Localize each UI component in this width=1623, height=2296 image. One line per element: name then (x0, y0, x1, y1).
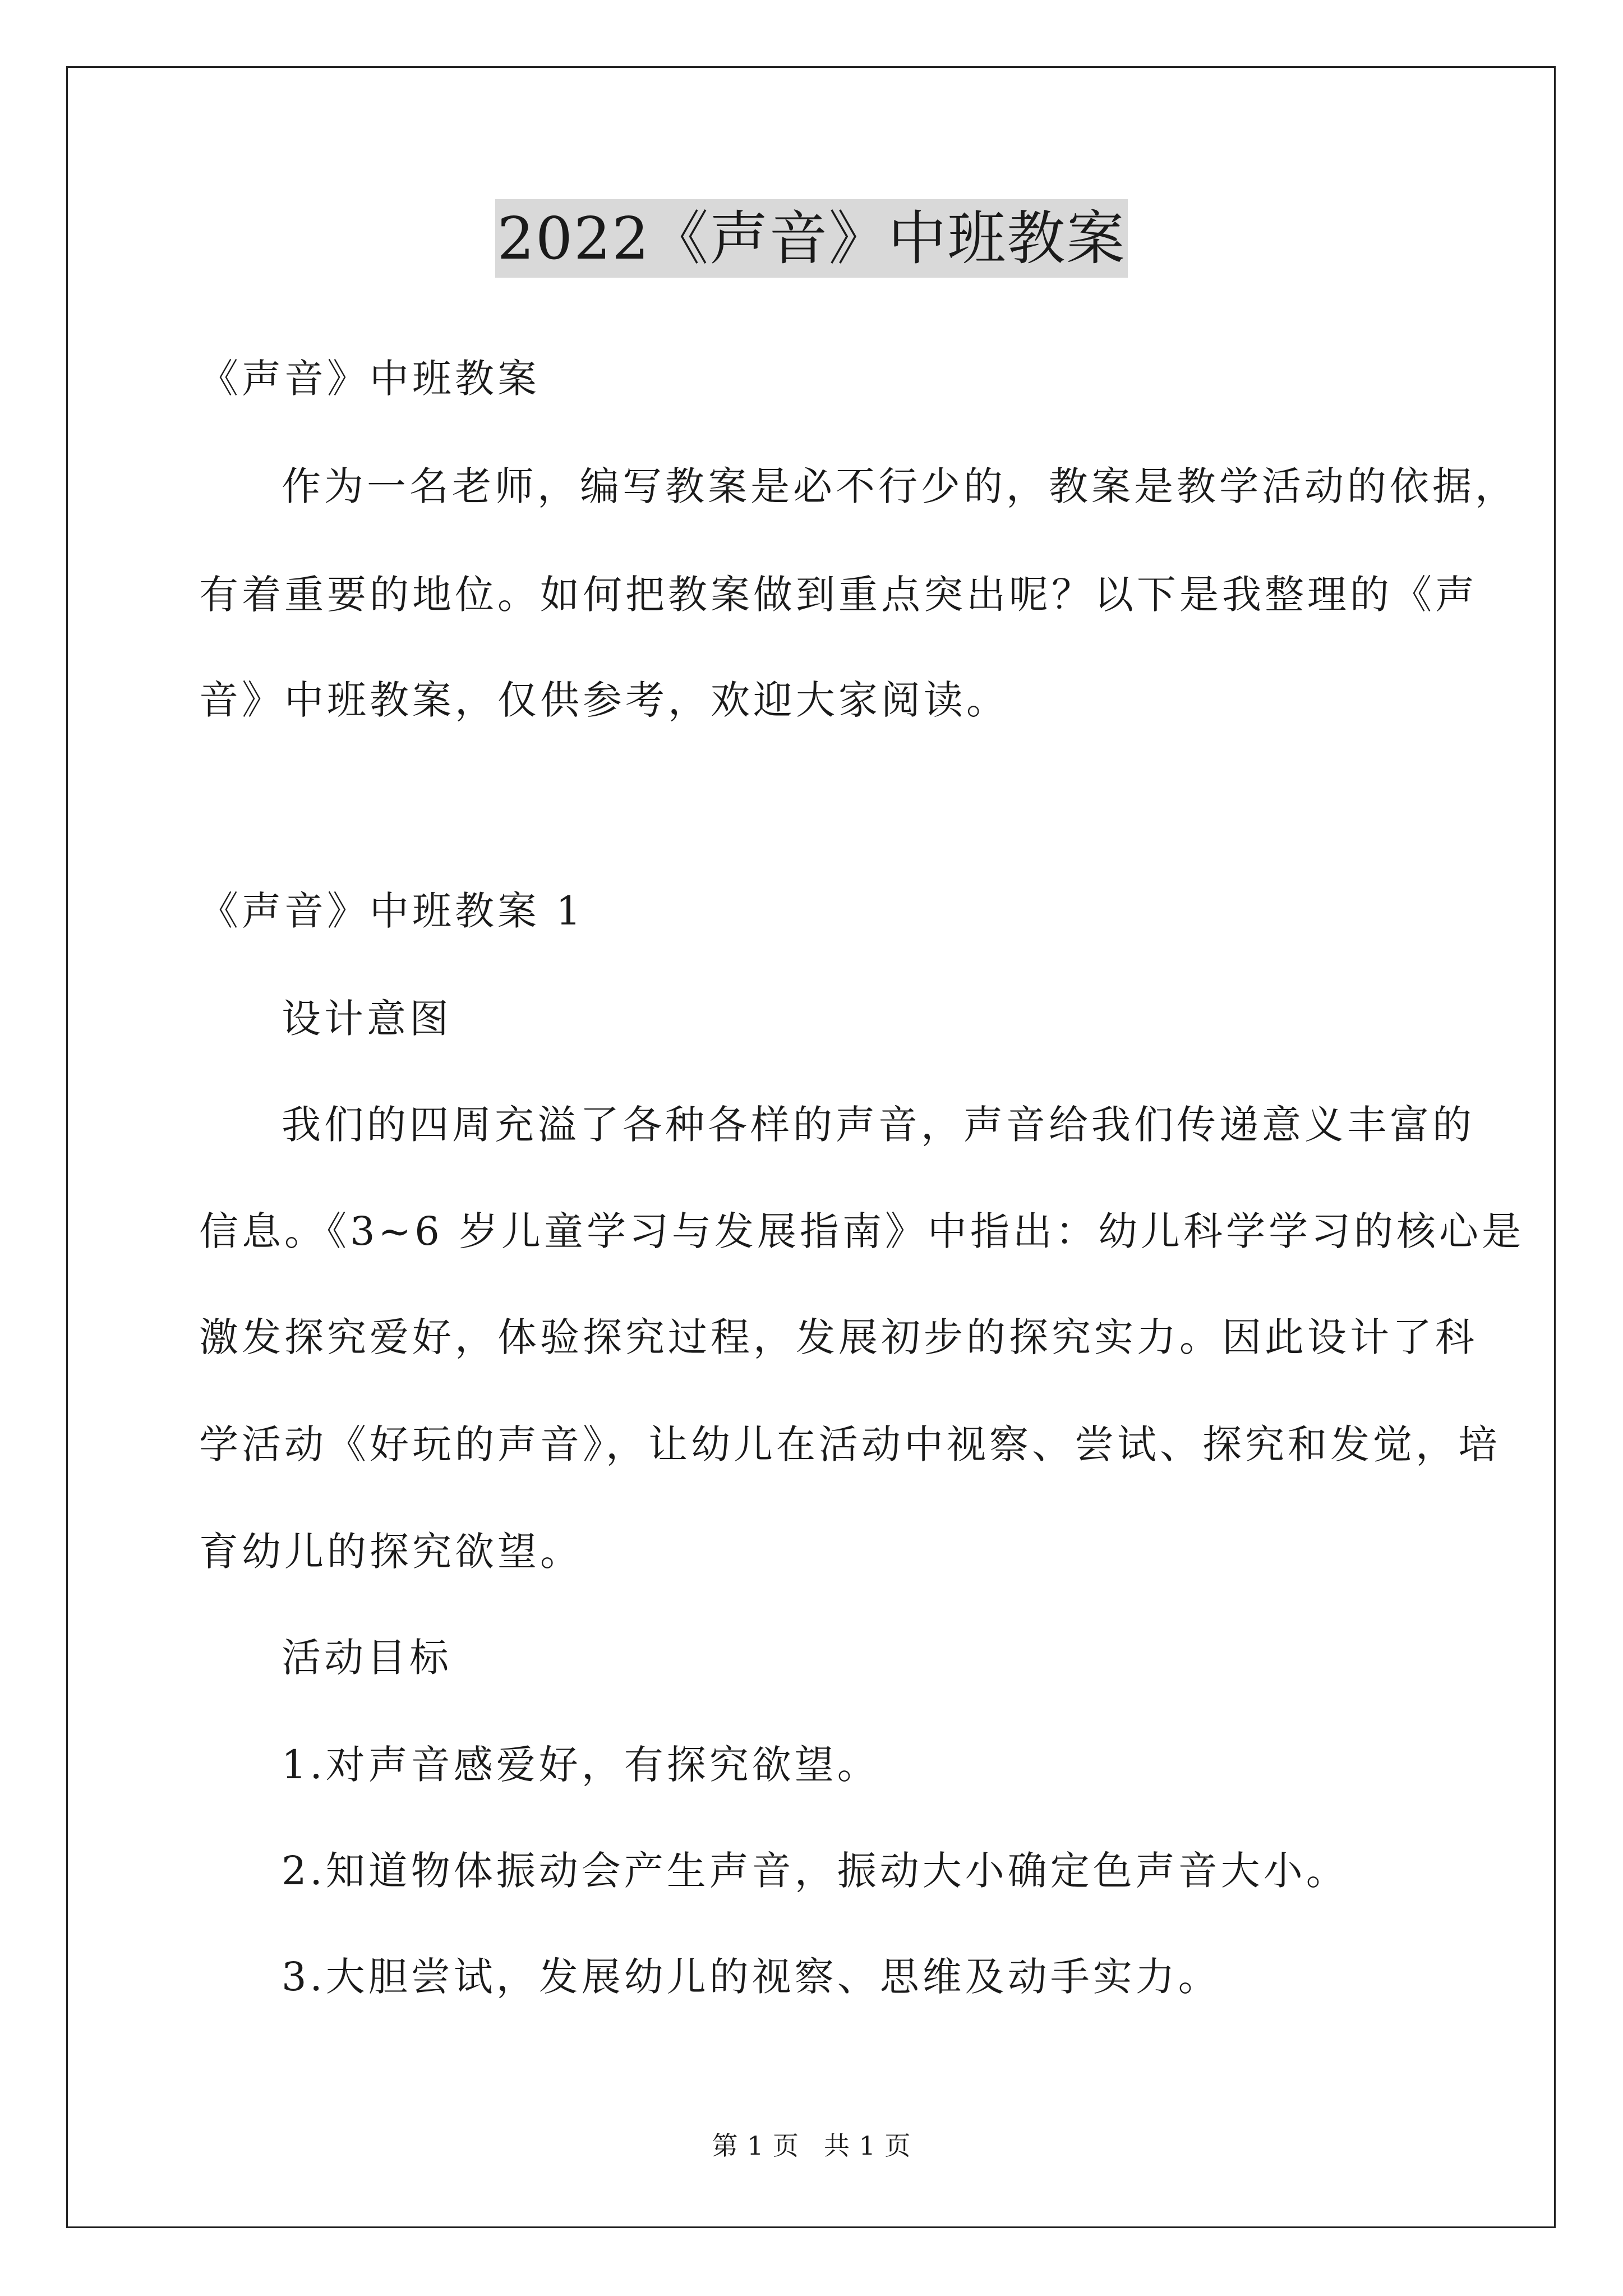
title-container (0, 199, 1623, 278)
page-total: 共 1 页 (824, 2131, 911, 2161)
paragraph-line: 学活动《好玩的声音》，让幼儿在活动中视察、尝试、探究和发觉，培 (199, 1421, 1501, 1467)
paragraph-line: 音》中班教案，仅供参考，欢迎大家阅读。 (199, 677, 1009, 723)
paragraph-line: 我们的四周充溢了各种各样的声音，声音给我们传递意义丰富的 (282, 1102, 1475, 1148)
section-heading: 《声音》中班教案 1 (199, 888, 584, 934)
section-subheading: 活动目标 (282, 1635, 452, 1681)
page-footer (0, 2129, 1623, 2162)
subtitle: 《声音》中班教案 (199, 356, 540, 402)
paragraph-line: 信息。《3~6 岁儿童学习与发展指南》中指出：幼儿科学学习的核心是 (199, 1208, 1524, 1254)
paragraph-line: 作为一名老师，编写教案是必不行少的，教案是教学活动的依据， (282, 463, 1518, 509)
list-item: 2.知道物体振动会产生声音，振动大小确定色声音大小。 (282, 1848, 1349, 1894)
document-title: 2022《声音》中班教案 (495, 199, 1128, 278)
paragraph-line: 激发探究爱好，体验探究过程，发展初步的探究实力。因此设计了科 (199, 1314, 1478, 1360)
paragraph-line: 育幼儿的探究欲望。 (199, 1529, 583, 1575)
list-item: 1.对声音感爱好，有探究欲望。 (282, 1742, 880, 1788)
section-subheading: 设计意图 (282, 996, 452, 1042)
paragraph-line: 有着重要的地位。如何把教案做到重点突出呢？以下是我整理的《声 (199, 572, 1478, 618)
page-number: 第 1 页 (712, 2131, 799, 2161)
list-item: 3.大胆尝试，发展幼儿的视察、思维及动手实力。 (282, 1954, 1221, 2000)
